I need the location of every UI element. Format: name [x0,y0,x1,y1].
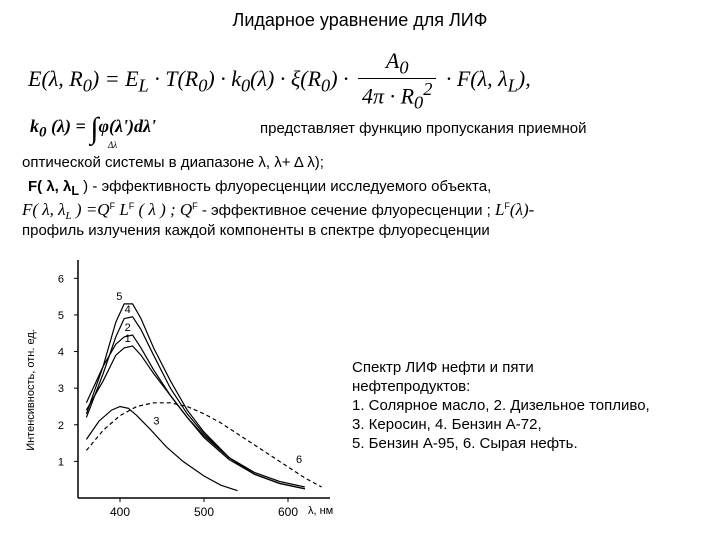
series-line-5 [86,304,304,489]
caption-line: 3. Керосин, 4. Бензин А-72, [352,416,542,433]
eq-sup: F [109,201,116,211]
line-optical-system: оптической системы в диапазоне λ, λ+ Δ λ); [22,154,324,171]
eq-sup: F [128,201,135,211]
eq-sub: 0 [241,75,251,96]
k0-description: представляет функцию пропускания приемной [260,120,587,137]
series-line-6 [86,403,321,487]
x-tick-label: 500 [193,505,215,519]
cross-section-text: - эффективное сечение флуоресценции ; [197,202,495,219]
eq-sub: 0 [321,75,331,96]
eq-part: ), [517,66,531,92]
eq-sub: L [65,210,72,222]
efficiency-text: ) - эффективность флуоресценции исследуемого объекта, [79,178,492,195]
eq-sub: 0 [198,75,208,96]
efficiency-symbol: F( λ, λ [28,178,72,195]
y-tick-label: 5 [57,309,64,322]
eq-sup: F [192,201,198,211]
frac-denominator: 4π · R [362,83,415,109]
formula-part: (λ)- [509,200,535,219]
eq-part: ) · k [207,66,241,92]
series-line-1 [86,346,304,487]
line-fluorescence-formula [22,200,534,222]
eq-sub: 0 [414,93,424,114]
series-label-1: 1 [124,333,131,346]
series-label-2: 2 [124,322,131,335]
eq-sub: 0 [39,124,47,141]
eq-part: (λ) · ξ(R [250,66,322,92]
formula-part: L [494,200,505,219]
series-label-5: 5 [116,290,123,303]
eq-part: · F(λ, λ [445,66,508,92]
series-line-2 [86,335,304,489]
line-efficiency [28,178,491,198]
k0-lhs: k [30,116,39,136]
integral-sign: ∫ [90,112,99,145]
y-axis-label: Интенсивность, отн. ед. [25,329,37,451]
series-label-3: 3 [153,415,160,428]
eq-part: ) · [330,66,349,92]
formula-part: L [115,200,129,219]
formula-part: ( λ ) ; Q [134,200,193,219]
k0-formula [30,112,156,150]
y-tick-label: 1 [57,456,64,469]
caption-line: нефтепродуктов: [352,378,471,395]
series-label-6: 6 [296,453,303,466]
eq-sup: F [504,201,510,211]
eq-part: · T(R [148,66,199,92]
x-tick-label: 400 [109,505,131,519]
chart-caption [352,358,650,453]
line-emission-profile: профиль излучения каждой компоненты в спектре флуоресценции [22,222,490,239]
y-tick-label: 6 [57,273,64,286]
formula-part: ) =Q [71,200,110,219]
page-title: Лидарное уравнение для ЛИФ [232,10,488,30]
series-line-4 [86,317,304,489]
eq-sub: 0 [399,57,409,78]
eq-sub: L [71,184,79,198]
x-tick-label: 600 [277,505,299,519]
eq-part: (λ) = [46,116,91,136]
formula-part: F( λ, λ [22,200,66,219]
x-axis-label: λ, нм [308,505,334,517]
caption-line: 1. Солярное масло, 2. Дизельное топливо, [352,397,650,414]
frac-numerator: A [385,48,400,73]
eq-sup: 2 [423,79,433,100]
caption-line: 5. Бензин А-95, 6. Сырая нефть. [352,435,578,452]
eq-lhs: E(λ, R [28,66,83,92]
eq-sub: L [138,75,149,96]
eq-sub: 0 [82,75,92,96]
integral-limit: Δλ [108,140,118,150]
eq-part: ) = E [91,66,139,92]
eq-sub: L [507,75,518,96]
eq-fraction [358,48,436,114]
series-label-4: 4 [124,303,131,316]
y-tick-label: 3 [57,383,64,396]
y-tick-label: 2 [57,419,64,432]
y-tick-label: 4 [57,346,64,359]
lidar-equation [28,48,531,114]
integrand: φ(λ')dλ' [98,116,156,136]
lif-spectrum-chart [20,250,340,540]
caption-line: Спектр ЛИФ нефти и пяти [352,359,534,376]
